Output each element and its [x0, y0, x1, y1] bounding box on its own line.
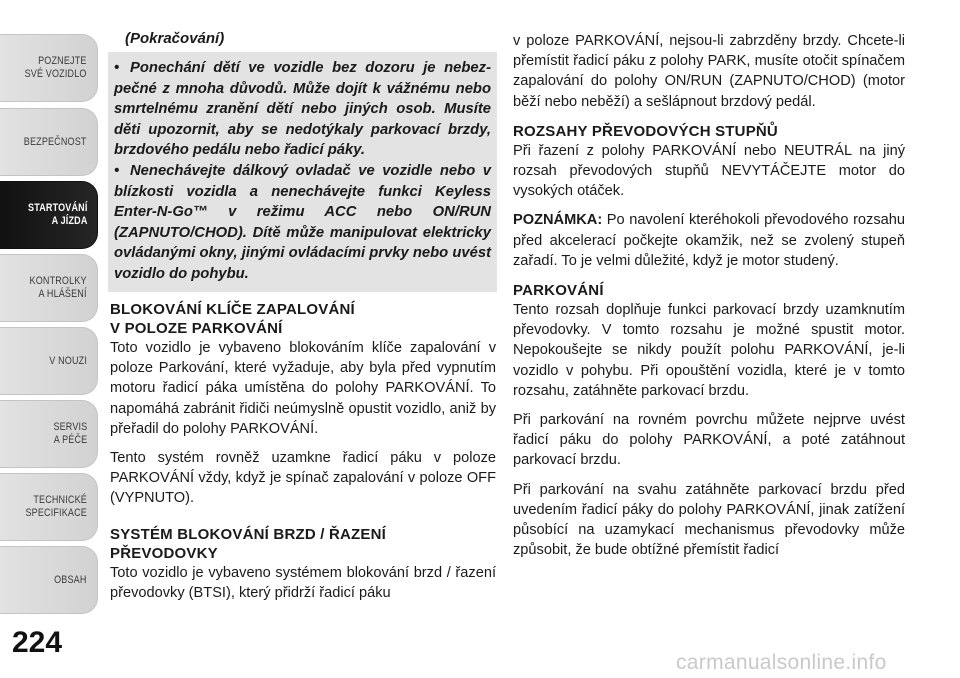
tab-label: TECHNICKÉ SPECIFIKACE [25, 494, 87, 519]
paragraph: Při parkování na rovném povrchu můžete nejprve uvést řadicí páku do polohy PARKOVÁNÍ, a poté zatáhnout parkovací brzdu. [513, 412, 905, 469]
tab-technicke-specifikace[interactable] [0, 473, 98, 541]
paragraph: Toto vozidlo je vybaveno systémem blokování brzd / řazení převodovky (BTSI), který přidrží řadicí páku [110, 565, 496, 602]
chapter-tabs-sidebar [0, 0, 100, 678]
section-heading: PARKOVÁNÍ [513, 282, 604, 300]
tab-poznejte-sve-vozidlo[interactable] [0, 34, 98, 102]
tab-label: OBSAH [54, 573, 87, 586]
warning-box [108, 52, 497, 292]
heading-line: SYSTÉM BLOKOVÁNÍ BRZD / ŘAZENÍ [110, 526, 387, 543]
right-column [513, 31, 905, 560]
section-ignition-park-interlock [110, 300, 496, 509]
paragraph: Při řazení z polohy PARKOVÁNÍ nebo NEUTRÁL na jiný rozsah převodových stupňů NEVYTÁČEJTE motor do vysokých otáček. [513, 142, 905, 200]
paragraph: Tento rozsah doplňuje funkci parkovací brzdy uzamknutím převodovky. V tomto rozsahu je možné spustit motor. Nepokoušejte se nikdy použít polohu PARKOVÁNÍ, je-li vozidlo v pohybu. Při opouštění vozidla, které je v tomto rozsahu, zatáhněte parkovací brzdu. [513, 302, 905, 399]
tab-v-nouzi[interactable] [0, 327, 98, 395]
paragraph: v poloze PARKOVÁNÍ, nejsou-li zabrzděny brzdy. Chcete-li přemístit řadicí páku z polohy PARK, musíte otočit spínačem zapalování do polohy ON/RUN (ZAPNUTO/CHOD) (motor běží nebo neběží) a sešlápnout brzdový pedál. [513, 33, 905, 110]
warning-item [114, 161, 491, 285]
tab-startovani-a-jizda[interactable] [0, 181, 98, 249]
bullet-icon: • [114, 162, 120, 179]
section-brake-transmission-interlock [110, 525, 496, 603]
paragraph: Při parkování na svahu zatáhněte parkovací brzdu před uvedením řadicí páky do polohy PARKOVÁNÍ, jinak zatížení působící na uzamykací mechanismus převodovky může způsobit, že bude obtížné přemístit řadicí [513, 481, 905, 559]
tab-obsah[interactable] [0, 546, 98, 614]
bullet-icon: • [114, 60, 120, 76]
heading-line: PŘEVODOVKY [110, 545, 218, 562]
tab-label: BEZPEČNOST [24, 135, 87, 148]
tab-label: V NOUZI [49, 354, 87, 367]
section-heading [110, 300, 496, 338]
watermark: carmanualsonline.info [676, 651, 887, 674]
page-number: 224 [12, 626, 63, 659]
warning-item [114, 58, 491, 161]
warning-text: Ponechání dětí ve vozidle bez dozoru je nebezpečné z mnoha důvodů. Může dojít k vážnému nebo smrtelnému zranění dětí nebo jiných osob. Musíte děti upozornit, aby se nedotýkaly parkovací brzdy, brzdového pedálu nebo řadicí páky. [114, 60, 491, 159]
heading-line: V POLOZE PARKOVÁNÍ [110, 320, 283, 337]
section-heading: ROZSAHY PŘEVODOVÝCH STUPŇŮ [513, 122, 778, 140]
paragraph: Tento systém rovněž uzamkne řadicí páku v poloze PARKOVÁNÍ vždy, když je spínač zapalování v poloze OFF (VYPNUTO). [110, 450, 496, 507]
tab-label: STARTOVÁNÍ A JÍZDA [27, 202, 87, 227]
note-paragraph [513, 210, 905, 271]
tab-bezpecnost[interactable] [0, 108, 98, 176]
tab-servis-a-pece[interactable] [0, 400, 98, 468]
section-heading [110, 525, 496, 563]
paragraph: Toto vozidlo je vybaveno blokováním klíče zapalování v poloze Parkování, které vyžaduje, aby byla před vypnutím motoru řadicí páka umístěna do polohy PARKOVÁNÍ. To napomáhá zabránit řidiči neúmyslně opustit vozidlo, aniž by přeřadil do polohy PARKOVÁNÍ. [110, 340, 496, 437]
tab-kontrolky-a-hlaseni[interactable] [0, 254, 98, 322]
continued-label: (Pokračování) [125, 30, 225, 47]
tab-label: SERVIS A PÉČE [53, 421, 87, 446]
note-text: Po navolení kteréhokoli převodového rozsahu před akcelerací počkejte okamžik, než se zvolený stupeň zařadí. To je velmi důležité, když je motor studený. [513, 212, 905, 269]
heading-line: BLOKOVÁNÍ KLÍČE ZAPALOVÁNÍ [110, 301, 355, 318]
note-label: POZNÁMKA: [513, 212, 603, 229]
warning-text: Nenechávejte dálkový ovladač ve vozidle nebo v blízkosti vozidla a nenechávejte funkci Keyless Enter-N-Go™ v režimu ACC nebo ON/RUN (ZAPNUTO/CHOD). Dítě může manipulovat elektricky ovládanými okny, jinými ovládacími prvky nebo uvést vozidlo do pohybu. [114, 162, 491, 282]
tab-label: POZNEJTE SVÉ VOZIDLO [25, 55, 87, 80]
tab-label: KONTROLKY A HLÁŠENÍ [29, 275, 87, 300]
